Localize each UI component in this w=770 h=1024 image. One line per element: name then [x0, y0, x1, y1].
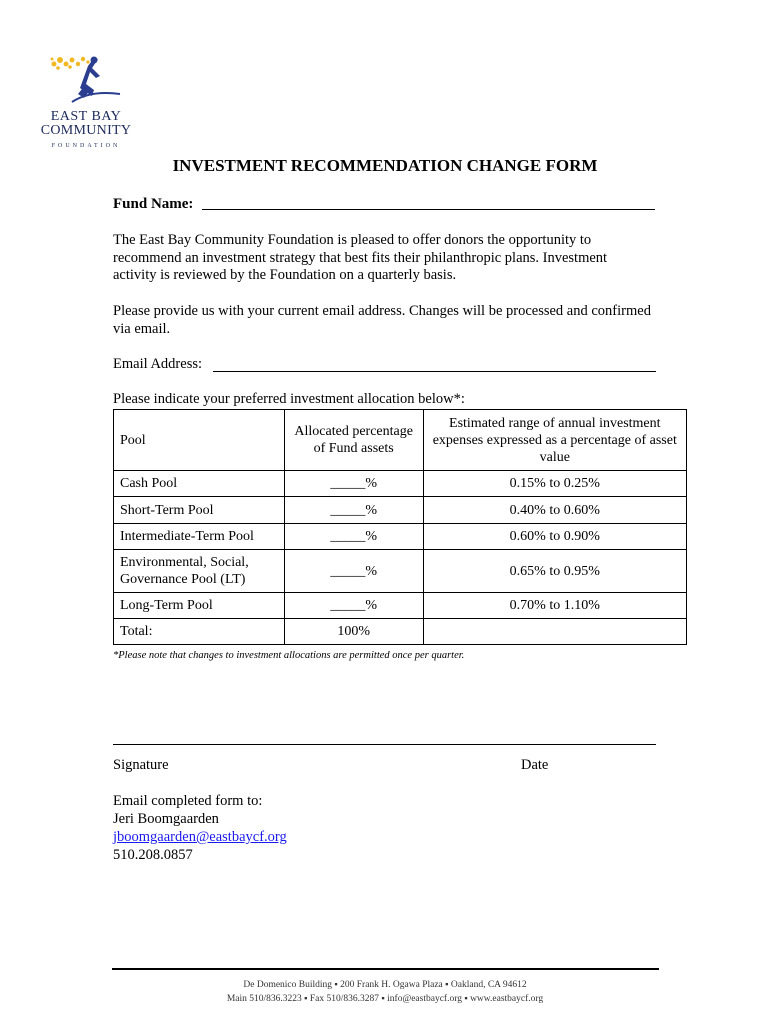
logo-line-community: COMMUNITY [40, 123, 132, 138]
allocation-input[interactable]: _____% [284, 471, 423, 497]
intro-paragraph: The East Bay Community Foundation is pleased to offer donors the opportunity to recommend an investment strategy that best fits their philanthropic plans. Investment activity is reviewed by the Foundation on a quarterly basis. [113, 232, 608, 283]
footer-divider [112, 968, 659, 970]
pool-name: Short-Term Pool [114, 497, 285, 524]
expense-range: 0.65% to 0.95% [423, 550, 686, 593]
footer-address: De Domenico Building ▪ 200 Frank H. Ogawa Plaza ▪ Oakland, CA 94612 [243, 980, 527, 990]
runner-figure-icon [50, 50, 122, 108]
email-instructions-paragraph: Please provide us with your current email address. Changes will be processed and confirmed via email. [113, 303, 651, 337]
table-row [114, 471, 687, 497]
pool-name: Intermediate-Term Pool [114, 524, 285, 550]
expense-range: 0.40% to 0.60% [423, 497, 686, 524]
expense-range: 0.15% to 0.25% [423, 471, 686, 497]
expense-range: 0.60% to 0.90% [423, 524, 686, 550]
table-row [114, 524, 687, 550]
signature-label: Signature [113, 757, 169, 773]
allocation-input[interactable]: _____% [284, 550, 423, 593]
allocation-input[interactable]: _____% [284, 593, 423, 619]
allocation-table [113, 409, 687, 645]
fund-name-field[interactable] [202, 209, 655, 210]
signature-date-line[interactable] [113, 744, 656, 745]
email-address-field[interactable] [213, 371, 656, 372]
allocation-input[interactable]: _____% [284, 497, 423, 524]
gold-dots-icon [51, 57, 90, 70]
total-empty-cell [423, 619, 686, 645]
table-row [114, 497, 687, 524]
contact-email-link[interactable]: jboomgaarden@eastbaycf.org [113, 829, 287, 845]
fund-name-label: Fund Name: [113, 196, 194, 212]
allocation-instructions: Please indicate your preferred investment allocation below*: [113, 391, 465, 407]
footer-contact-info: Main 510/836.3223 ▪ Fax 510/836.3287 ▪ info@eastbaycf.org ▪ www.eastbaycf.org [226, 994, 544, 1004]
table-header-row [114, 410, 687, 471]
pool-name: Long-Term Pool [114, 593, 285, 619]
contact-block [113, 792, 287, 864]
date-label: Date [521, 757, 549, 773]
foundation-logo [36, 50, 136, 150]
contact-heading: Email completed form to: [113, 793, 263, 809]
header-allocated: Allocated percentage of Fund assets [284, 410, 423, 471]
form-title: INVESTMENT RECOMMENDATION CHANGE FORM [172, 156, 598, 175]
pool-name: Cash Pool [114, 471, 285, 497]
allocation-note: *Please note that changes to investment allocations are permitted once per quarter. [113, 650, 465, 661]
pool-name: Environmental, Social, Governance Pool (LT) [114, 550, 285, 593]
header-pool: Pool [114, 410, 285, 471]
header-range: Estimated range of annual investment expenses expressed as a percentage of asset value [423, 410, 686, 471]
contact-phone: 510.208.0857 [113, 847, 193, 863]
expense-range: 0.70% to 1.10% [423, 593, 686, 619]
logo-line-east-bay: EAST BAY [50, 109, 122, 124]
table-row [114, 550, 687, 593]
email-address-label: Email Address: [113, 356, 203, 372]
table-row [114, 593, 687, 619]
total-value: 100% [284, 619, 423, 645]
table-total-row [114, 619, 687, 645]
contact-name: Jeri Boomgaarden [113, 811, 219, 827]
total-label: Total: [114, 619, 285, 645]
allocation-input[interactable]: _____% [284, 524, 423, 550]
logo-line-foundation: FOUNDATION [51, 143, 121, 149]
